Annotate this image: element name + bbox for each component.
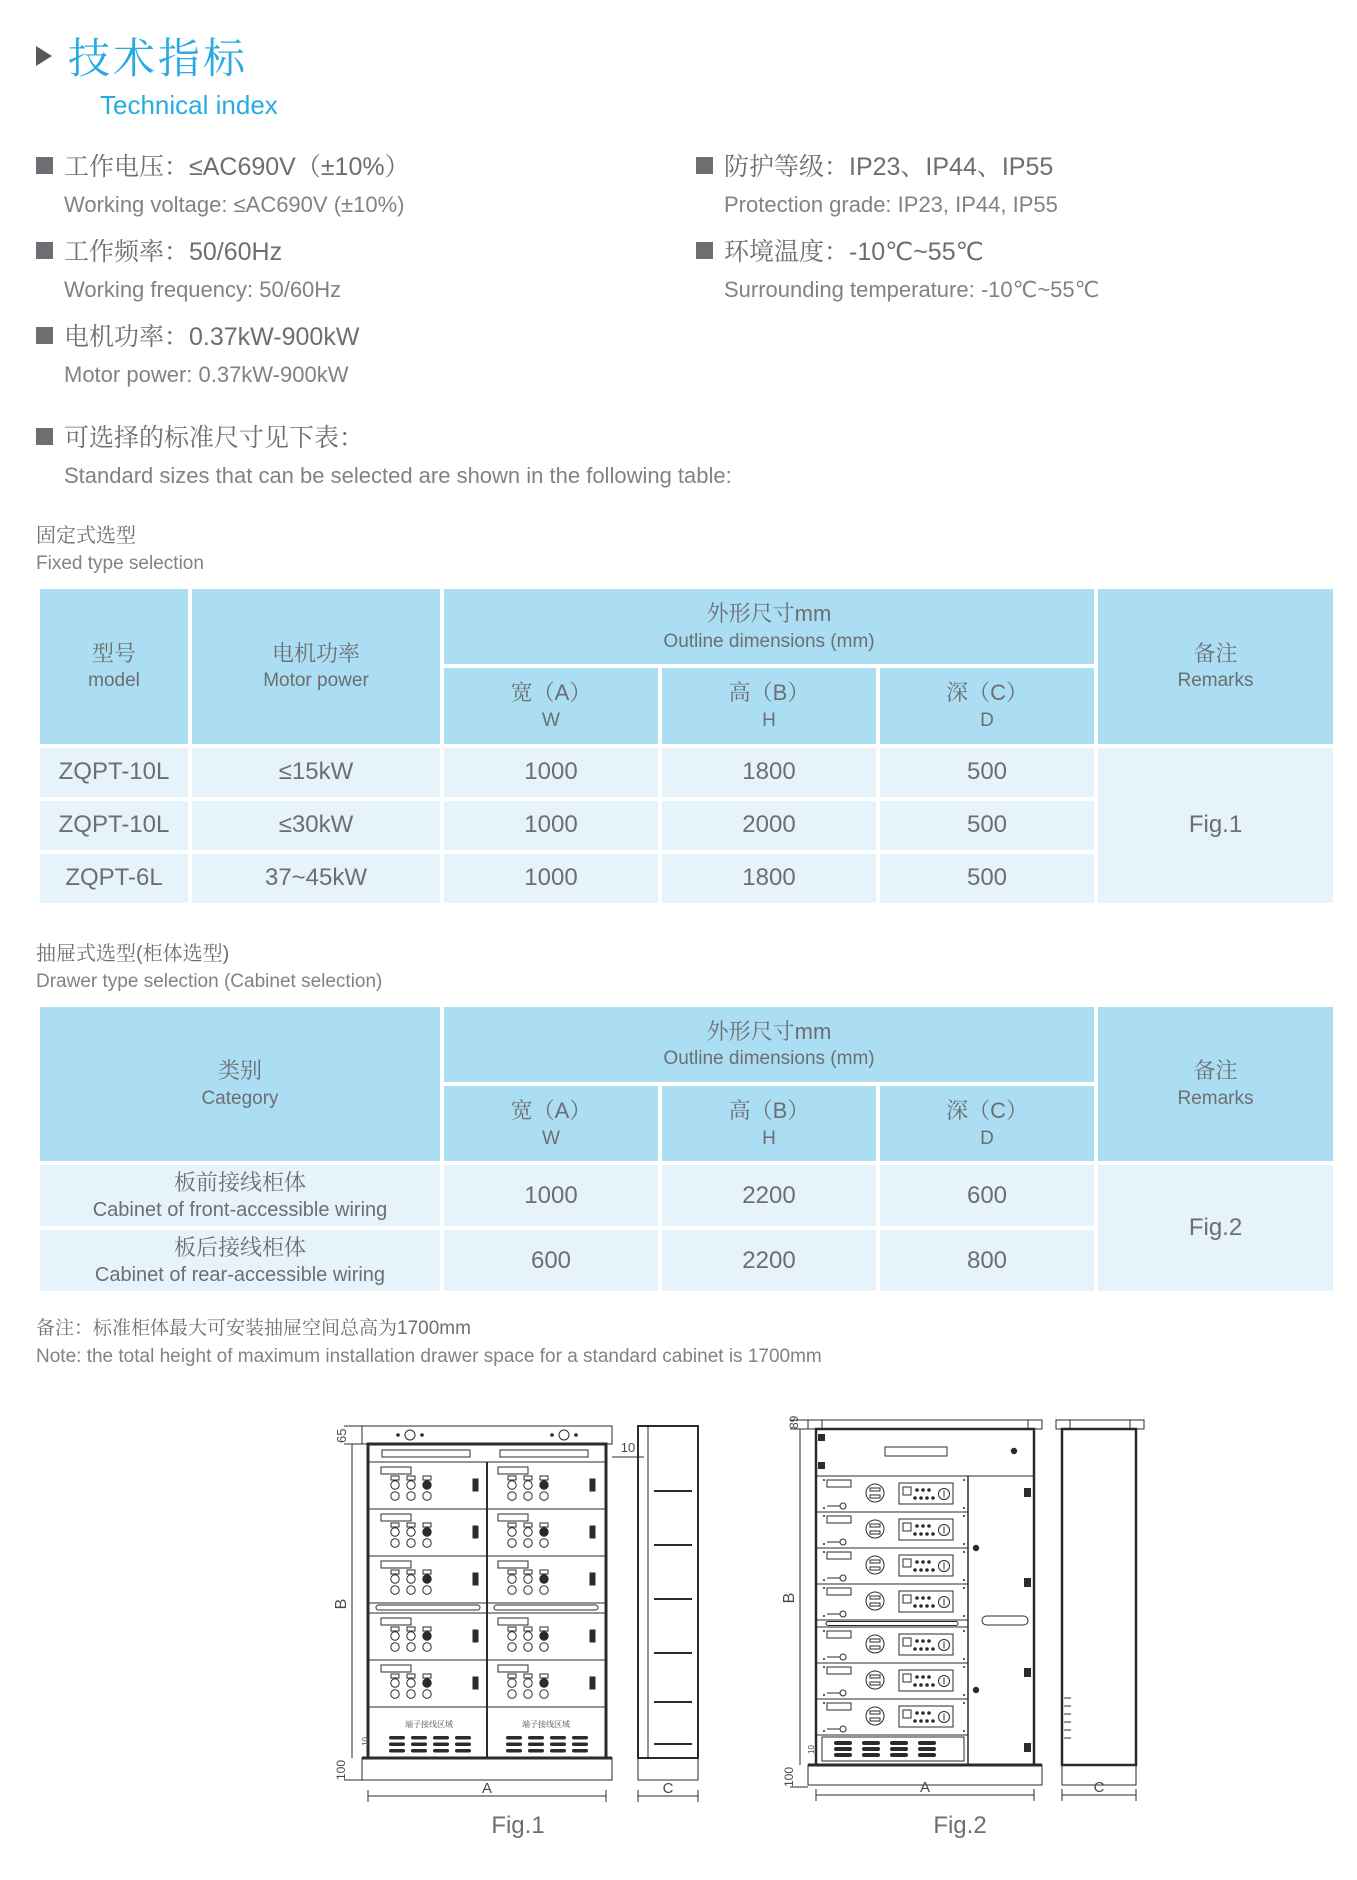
table-row xyxy=(40,748,1333,797)
drawer-unit xyxy=(381,1514,478,1547)
dim-label: 10 xyxy=(361,1737,370,1747)
col-header-en: W xyxy=(542,710,560,732)
fixed-type-section-label xyxy=(36,519,1321,575)
spec-zh-text: 工作频率：50/60Hz xyxy=(64,238,283,266)
spec-zh-text: 工作电压：≤AC690V（±10%） xyxy=(64,153,410,181)
spec-zh xyxy=(696,147,1321,183)
cell-power: ≤15kW xyxy=(192,748,440,797)
drawer-module xyxy=(823,1479,965,1509)
col-header-depth xyxy=(880,1086,1094,1161)
col-header-zh: 型号 xyxy=(91,640,136,666)
col-header-en: Category xyxy=(201,1088,279,1109)
drawer-type-section-label xyxy=(36,937,1321,993)
spec-en: Protection grade: IP23, IP44, IP55 xyxy=(724,192,1058,217)
cell-category xyxy=(40,1165,440,1226)
vent-slots xyxy=(834,1741,936,1757)
spec-item-protection xyxy=(696,147,1321,218)
bullet-square-icon xyxy=(36,327,53,344)
cell-remark: Fig.1 xyxy=(1098,748,1333,903)
bullet-square-icon xyxy=(696,242,713,259)
dim-label: C xyxy=(662,1780,674,1798)
spec-zh xyxy=(696,232,1321,268)
col-header-zh: 宽（A） xyxy=(510,1097,592,1123)
spec-en: Working frequency: 50/60Hz xyxy=(64,277,342,302)
table-row xyxy=(40,1165,1333,1226)
col-header-en: Outline dimensions (mm) xyxy=(663,1048,875,1070)
spec-zh-text: 防护等级：IP23、IP44、IP55 xyxy=(724,153,1054,181)
drawer-unit xyxy=(498,1467,595,1500)
col-header-zh: 备注 xyxy=(1193,640,1238,666)
cell-height: 2200 xyxy=(662,1230,876,1291)
page-header xyxy=(36,26,1321,86)
col-header-category xyxy=(40,1007,440,1162)
spec-zh xyxy=(36,418,1321,454)
cell-width: 1000 xyxy=(444,854,658,903)
col-header-en: model xyxy=(88,670,140,692)
cell-width: 600 xyxy=(444,1230,658,1291)
spec-columns xyxy=(36,147,1321,402)
cell-depth: 500 xyxy=(880,801,1094,850)
fixed-type-table-body xyxy=(40,748,1333,903)
fig2-front-view xyxy=(808,1420,1042,1785)
cell-category-zh: 板前接线柜体 xyxy=(173,1169,306,1195)
dim-label: 100 xyxy=(782,1767,796,1788)
spec-zh xyxy=(36,232,696,268)
col-header-outline-dimensions xyxy=(444,1007,1094,1082)
cell-category xyxy=(40,1230,440,1291)
drawer-unit xyxy=(381,1561,478,1594)
spec-item-temperature xyxy=(696,232,1321,303)
figure-caption: Fig.2 xyxy=(933,1812,987,1840)
drawer-unit xyxy=(498,1514,595,1547)
col-header-width xyxy=(444,1086,658,1161)
drawer-module xyxy=(823,1587,965,1617)
terminal-area-label: 端子接线区域 xyxy=(405,1720,453,1730)
drawer-type-table-head xyxy=(40,1007,1333,1162)
col-header-motor-power xyxy=(192,589,440,744)
spec-en: Standard sizes that can be selected are shown in the following table: xyxy=(64,463,732,488)
cell-depth: 800 xyxy=(880,1230,1094,1291)
fig1-front-view xyxy=(362,1426,612,1780)
col-header-zh: 高（B） xyxy=(728,1097,810,1123)
col-header-zh: 备注 xyxy=(1193,1058,1238,1084)
fixed-type-table xyxy=(36,585,1337,907)
dim-label: A xyxy=(481,1780,493,1798)
cell-model: ZQPT-6L xyxy=(40,854,188,903)
col-header-zh: 高（B） xyxy=(728,680,810,706)
section-label-en: Fixed type selection xyxy=(36,553,204,574)
dim-label: 65 xyxy=(334,1428,349,1444)
dim-label: A xyxy=(919,1779,931,1797)
col-header-zh: 宽（A） xyxy=(510,680,592,706)
fig2-side-view xyxy=(1056,1420,1144,1785)
col-header-width xyxy=(444,668,658,743)
spec-zh xyxy=(36,317,696,353)
cell-height: 1800 xyxy=(662,748,876,797)
figure-caption: Fig.1 xyxy=(491,1812,545,1840)
drawer-unit xyxy=(381,1618,478,1651)
section-label-zh: 固定式选型 xyxy=(36,525,136,547)
col-header-en: Motor power xyxy=(263,670,369,692)
col-header-en: H xyxy=(762,1127,776,1149)
drawer-unit xyxy=(498,1665,595,1698)
section-marker-icon xyxy=(36,46,52,66)
spec-column-left xyxy=(36,147,696,402)
drawer-module xyxy=(823,1515,965,1545)
fig1-drawing xyxy=(332,1406,704,1808)
note-zh: 备注：标准柜体最大可安装抽屉空间总高为1700mm xyxy=(36,1318,471,1340)
spec-item-motor-power xyxy=(36,317,696,388)
section-label-en: Drawer type selection (Cabinet selection) xyxy=(36,970,383,992)
col-header-en: W xyxy=(542,1127,560,1149)
cell-width: 1000 xyxy=(444,801,658,850)
drawer-module xyxy=(823,1630,965,1660)
bullet-square-icon xyxy=(36,242,53,259)
drawer-unit xyxy=(381,1665,478,1698)
cell-category-en: Cabinet of front-accessible wiring xyxy=(92,1199,388,1222)
col-header-en: D xyxy=(980,1127,994,1149)
spec-list xyxy=(36,147,1321,489)
dim-label: 100 xyxy=(334,1760,348,1781)
cell-power: ≤30kW xyxy=(192,801,440,850)
terminal-area-label: 端子接线区域 xyxy=(522,1720,570,1730)
page-title: 技术指标 xyxy=(68,35,249,82)
cell-category-en: Cabinet of rear-accessible wiring xyxy=(94,1264,386,1287)
spec-en: Motor power: 0.37kW-900kW xyxy=(64,362,349,387)
drawer-unit xyxy=(498,1561,595,1594)
spec-zh-text: 环境温度：-10℃~55℃ xyxy=(724,238,984,266)
dim-label: B xyxy=(781,1592,798,1604)
cell-width: 1000 xyxy=(444,1165,658,1226)
drawer-type-table-body xyxy=(40,1165,1333,1291)
dim-label: C xyxy=(1093,1779,1105,1797)
cell-height: 1800 xyxy=(662,854,876,903)
col-header-en: D xyxy=(980,710,994,732)
note xyxy=(36,1313,1321,1368)
cell-model: ZQPT-10L xyxy=(40,801,188,850)
col-header-height xyxy=(662,668,876,743)
col-header-zh: 深（C） xyxy=(946,1097,1028,1123)
figure-2 xyxy=(770,1398,1150,1840)
drawer-unit xyxy=(381,1467,478,1500)
col-header-en: H xyxy=(762,710,776,732)
cell-width: 1000 xyxy=(444,748,658,797)
spec-zh-text: 电机功率：0.37kW-900kW xyxy=(64,323,360,351)
col-header-zh: 外形尺寸mm xyxy=(706,601,832,626)
col-header-model xyxy=(40,589,188,744)
col-header-zh: 外形尺寸mm xyxy=(706,1018,832,1044)
col-header-en: Outline dimensions (mm) xyxy=(663,630,875,652)
vent-slots xyxy=(389,1736,588,1753)
cell-model: ZQPT-10L xyxy=(40,748,188,797)
cell-depth: 500 xyxy=(880,748,1094,797)
dim-label: 89 xyxy=(787,1415,801,1430)
col-header-height xyxy=(662,1086,876,1161)
col-header-en: Remarks xyxy=(1177,670,1254,692)
cell-power: 37~45kW xyxy=(192,854,440,903)
section-label-zh: 抽屉式选型(柜体选型) xyxy=(36,942,230,965)
col-header-en: Remarks xyxy=(1177,1088,1254,1109)
cell-height: 2200 xyxy=(662,1165,876,1226)
dim-label: B xyxy=(333,1598,350,1610)
spec-column-right xyxy=(696,147,1321,402)
spec-zh xyxy=(36,147,696,183)
col-header-depth xyxy=(880,668,1094,743)
spec-item-voltage xyxy=(36,147,696,218)
drawer-type-table xyxy=(36,1003,1337,1296)
dim-label: 10 xyxy=(620,1440,636,1456)
spec-zh-text: 可选择的标准尺寸见下表： xyxy=(64,424,365,452)
col-header-zh: 电机功率 xyxy=(271,640,360,666)
cell-depth: 500 xyxy=(880,854,1094,903)
fig2-drawing xyxy=(770,1398,1150,1808)
cell-height: 2000 xyxy=(662,801,876,850)
col-header-zh: 深（C） xyxy=(946,680,1028,706)
drawer-unit xyxy=(498,1618,595,1651)
spec-item-frequency xyxy=(36,232,696,303)
dim-label: 10 xyxy=(807,1745,816,1755)
spec-en: Surrounding temperature: -10℃~55℃ xyxy=(724,277,1100,302)
cell-depth: 600 xyxy=(880,1165,1094,1226)
page-subtitle: Technical index xyxy=(100,90,278,120)
cell-remark: Fig.2 xyxy=(1098,1165,1333,1291)
col-header-outline-dimensions xyxy=(444,589,1094,664)
bullet-square-icon xyxy=(36,157,53,174)
col-header-remarks xyxy=(1098,1007,1333,1162)
figures-row xyxy=(332,1398,1321,1840)
spec-item-table-intro xyxy=(36,418,1321,489)
bullet-square-icon xyxy=(696,157,713,174)
col-header-remarks xyxy=(1098,589,1333,744)
bullet-square-icon xyxy=(36,428,53,445)
fixed-type-table-head xyxy=(40,589,1333,744)
fig1-side-view xyxy=(638,1426,698,1780)
col-header-zh: 类别 xyxy=(217,1058,262,1084)
spec-en: Working voltage: ≤AC690V (±10%) xyxy=(64,192,405,217)
cell-category-zh: 板后接线柜体 xyxy=(173,1234,306,1260)
drawer-module xyxy=(823,1702,965,1732)
drawer-module xyxy=(823,1551,965,1581)
drawer-module xyxy=(823,1666,965,1696)
note-en: Note: the total height of maximum installation drawer space for a standard cabinet is 1700mm xyxy=(36,1346,822,1368)
figure-1 xyxy=(332,1406,704,1840)
